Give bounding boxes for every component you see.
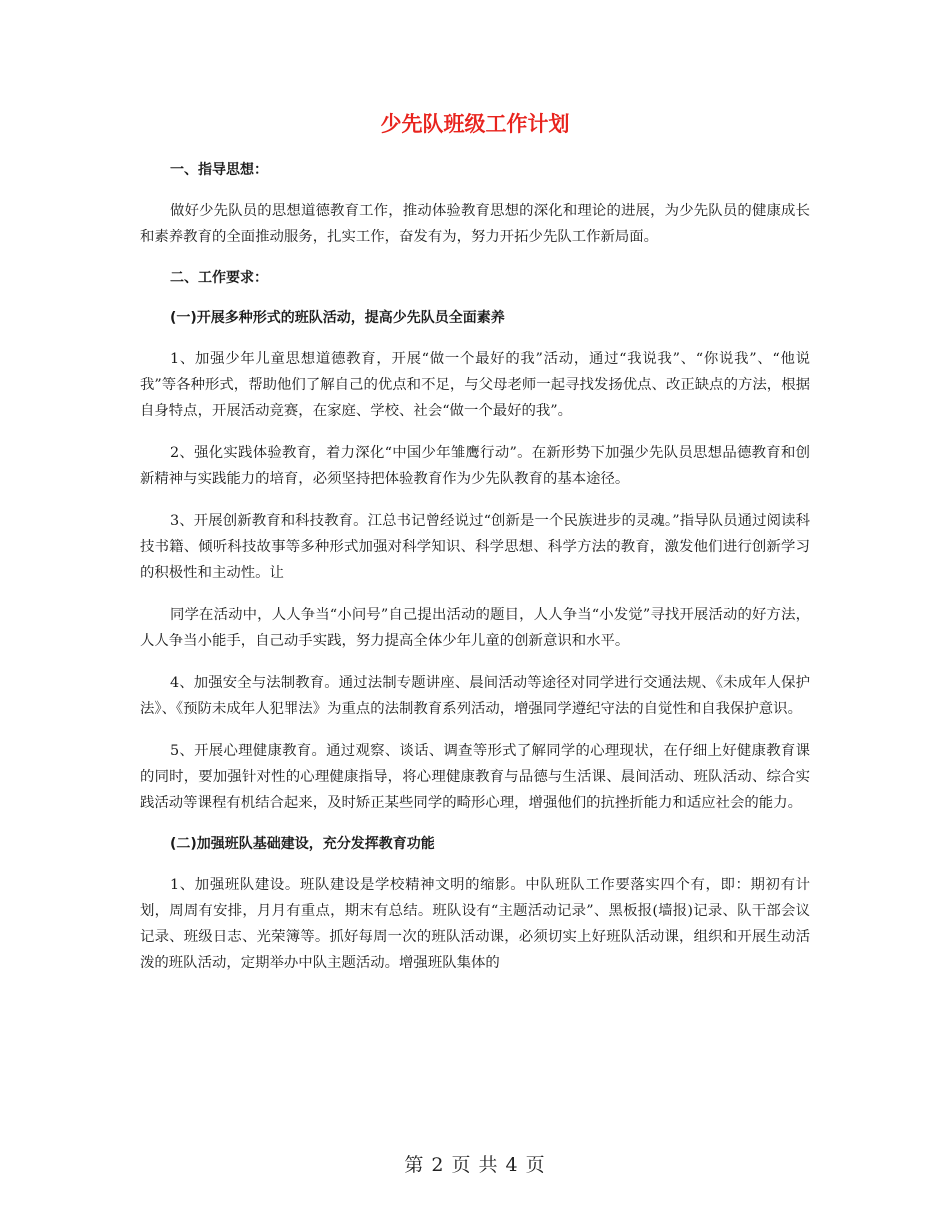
section-heading-work-requirements: 二、工作要求： <box>170 270 268 286</box>
paragraph: 1、加强班队建设。班队建设是学校精神文明的缩影。中队班队工作要落实四个有，即：期初有计划，周周有安排，月月有重点，期末有总结。班队设有“主题活动记录”、黑板报(墙报)记录、队干部会议记录、班级日志、光荣簿等。抓好每周一次的班队活动课，必须切实上好班队活动课，组织和开展生动活泼的班队活动，定期举办中队主题活动。增强班队集体的 <box>140 877 810 971</box>
paragraph: 1、加强少年儿童思想道德教育，开展“做一个最好的我”活动，通过“我说我”、“你说我”、“他说我”等各种形式，帮助他们了解自己的优点和不足，与父母老师一起寻找发扬优点、改正缺点的方法，根据自身特点，开展活动竞赛，在家庭、学校、社会“做一个最好的我”。 <box>140 351 810 419</box>
subsection-heading-1: (一)开展多种形式的班队活动，提高少先队员全面素养 <box>170 310 505 326</box>
document-body <box>140 108 810 992</box>
subsection-heading-2: (二)加强班队基础建设，充分发挥教育功能 <box>170 836 435 852</box>
paragraph: 3、开展创新教育和科技教育。江总书记曾经说过“创新是一个民族进步的灵魂。”指导队员通过阅读科技书籍、倾听科技故事等多种形式加强对科学知识、科学思想、科学方法的教育，激发他们进行创新学习的积极性和主动性。让 <box>140 513 810 581</box>
paragraph: 做好少先队员的思想道德教育工作，推动体验教育思想的深化和理论的进展，为少先队员的健康成长和素养教育的全面推动服务，扎实工作，奋发有为，努力开拓少先队工作新局面。 <box>140 203 810 245</box>
paragraph: 同学在活动中，人人争当“小问号”自己提出活动的题目，人人争当“小发觉”寻找开展活动的好方法，人人争当小能手，自己动手实践，努力提高全体少年儿童的创新意识和水平。 <box>140 607 810 649</box>
document-title: 少先队班级工作计划 <box>380 112 570 136</box>
section-heading-guiding-thought: 一、指导思想： <box>170 162 268 178</box>
paragraph: 2、强化实践体验教育，着力深化“中国少年雏鹰行动”。在新形势下加强少先队员思想品德教育和创新精神与实践能力的培育，必须坚持把体验教育作为少先队教育的基本途径。 <box>140 445 810 487</box>
paragraph: 5、开展心理健康教育。通过观察、谈话、调查等形式了解同学的心理现状，在仔细上好健康教育课的同时，要加强针对性的心理健康指导，将心理健康教育与品德与生活课、晨间活动、班队活动、综合实践活动等课程有机结合起来，及时矫正某些同学的畸形心理，增强他们的抗挫折能力和适应社会的能力。 <box>140 743 810 811</box>
paragraph: 4、加强安全与法制教育。通过法制专题讲座、晨间活动等途径对同学进行交通法规、《未成年人保护法》、《预防未成年人犯罪法》为重点的法制教育系列活动，增强同学遵纪守法的自觉性和自我保护意识。 <box>140 675 810 717</box>
page-number-footer: 第 2 页 共 4 页 <box>404 1154 546 1176</box>
